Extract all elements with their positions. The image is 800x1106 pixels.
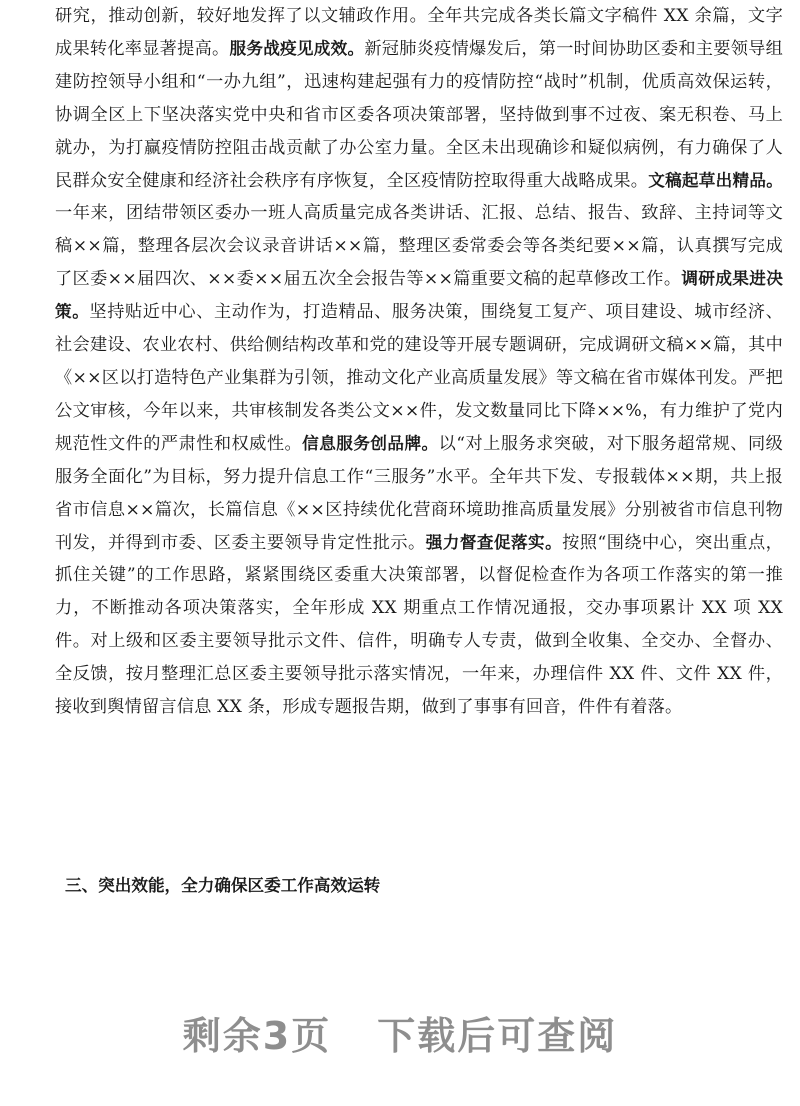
section-heading: 三、突出效能，全力确保区委工作高效运转 — [65, 876, 381, 895]
text-run: 坚持贴近中心、主动作为，打造精品、服务决策，围绕复工复产、项目建设、城市经济、社会建设、农业农村、供给侧结构改革和党的建设等开展专题调研，完成调研文稿××篇，其中《××区以打造特色产业集群为引领，推动文化产业高质量发展》等文稿在省市媒体刊发。严把公文审核，今年以来，共审核制发各类公文××件，发文数量同比下降××%，有力维护了党内规范性文件的严肃性和权威性。 — [55, 302, 783, 454]
bold-subheading: 服务战疫见成效。 — [229, 38, 365, 58]
bold-subheading: 信息服务创品牌。 — [302, 433, 439, 453]
bold-subheading: 强力督查促落实。 — [425, 532, 563, 552]
text-run: 研究，推动创新，较好地发挥了以文辅政作用。全年共完成各类长篇文字稿件 XX 余篇，文字成果转化率显著提高。 — [55, 6, 783, 59]
text-run: 按照“围绕中心，突出重点，抓住关键”的工作思路，紧紧围绕区委重大决策部署，以督促检查作为各项工作落实的第一推力，不断推动各项决策落实，全年形成 XX 期重点工作情况通报，交办事项累计 XX 项 XX 件。对上级和区委主要领导批示文件、信件，明确专人专责，做到全收集、全交办、全督办、全反馈，按月整理汇总区委主要领导批示落实情况，一年来，办理信件 XX 件、文件 XX 件，接收到舆情留言信息 XX 条，形成专题报告期，做到了事事有回音，件件有着落。 — [55, 532, 783, 718]
bold-subheading: 调研成果进决策。 — [55, 269, 783, 322]
download-to-view-text: 下载后可查阅 — [377, 1014, 618, 1058]
text-run: 以“对上服务求突破，对下服务超常规、同级服务全面化”为目标，努力提升信息工作“三服务”水平。全年共下发、专报载体××期，共上报省市信息××篇次，长篇信息《××区持续优化营商环境助推高质量发展》分别被省市信息刊物刊发，并得到市委、区委主要领导肯定性批示。 — [55, 433, 783, 553]
remaining-pages-text: 剩余3页 — [182, 1014, 332, 1058]
body-paragraph — [55, 0, 783, 724]
text-run: 一年来，团结带领区委办一班人高质量完成各类讲话、汇报、总结、报告、致辞、主持词等文稿××篇，整理各层次会议录音讲话××篇，整理区委常委会等各类纪要××篇，认真撰写完成了区委××届四次、××委××届五次全会报告等××篇重要文稿的起草修改工作。 — [55, 203, 783, 290]
download-notice[interactable] — [0, 1005, 800, 1060]
text-run: 新冠肺炎疫情爆发后，第一时间协助区委和主要领导组建防控领导小组和“一办九组”，迅速构建起强有力的疫情防控“战时”机制，优质高效保运转，协调全区上下坚决落实党中央和省市区委各项决策部署，坚持做到事不过夜、案无积卷、马上就办，为打赢疫情防控阻击战贡献了办公室力量。全区未出现确诊和疑似病例，有力确保了人民群众安全健康和经济社会秩序有序恢复，全区疫情防控取得重大战略成果。 — [55, 38, 783, 191]
bold-subheading: 文稿起草出精品。 — [648, 170, 783, 190]
document-page — [55, 0, 783, 724]
